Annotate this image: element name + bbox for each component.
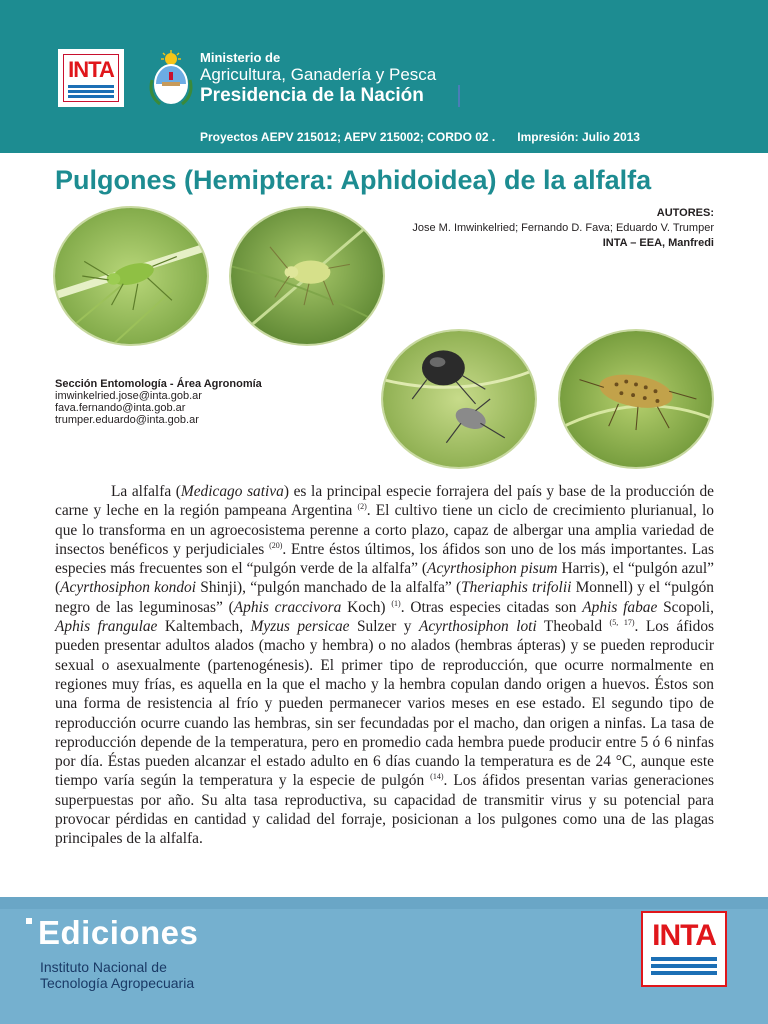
ediciones-title: [26, 914, 198, 952]
instituto-block: [40, 959, 194, 991]
seccion-contact-block: [55, 378, 262, 426]
autores-label: AUTORES:: [656, 207, 714, 219]
body-run: . Entre éstos últimos, los áfidos son uno de los más importantes. Las especies más frecuentes son el “pulgón verde de la alfalfa” (: [55, 540, 714, 578]
body-run: Theobald: [536, 618, 610, 636]
body-run: . Los áfidos presentan varias generaciones superpuestas por año. Su alta tasa reproductiva, su capacidad de transmitir virus y su potencial para provocar pérdidas en cantidad y calidad del forraje, posicionan a los pulgones como una de las plagas principales de la alfalfa.: [55, 772, 714, 848]
autores-institution: INTA – EEA, Manfredi: [602, 237, 714, 249]
autores-names: Jose M. Imwinkelried; Fernando D. Fava; Eduardo V. Trumper: [412, 222, 714, 234]
inta-logo-text: INTA: [68, 57, 114, 82]
ediciones-text: Ediciones: [38, 914, 199, 951]
argentina-coat-of-arms-icon: [148, 50, 194, 106]
proyectos-line: [200, 130, 640, 144]
inta-logo-stripes: [68, 85, 114, 99]
citation-ref: (20): [269, 540, 283, 550]
ministerio-divider: [458, 85, 460, 107]
photo-spotted-aphid: [558, 329, 714, 469]
bullet-square-icon: [26, 918, 32, 924]
instituto-line1: Instituto Nacional de: [40, 959, 167, 975]
autores-block: [412, 206, 714, 251]
species-myzus-persicae: Myzus persicae: [250, 618, 350, 636]
green-aphid-image: [55, 208, 207, 344]
ministerio-line1: Ministerio de: [200, 50, 281, 65]
page-title: Pulgones (Hemiptera: Aphidoidea) de la alfalfa: [55, 165, 652, 195]
citation-ref: (2): [357, 502, 367, 512]
body-run: Harris), el “pulgón azul” (: [55, 560, 714, 597]
species-acyrthosiphon-kondoi: Acyrthosiphon kondoi: [60, 579, 197, 597]
body-paragraph: [55, 482, 714, 849]
inta-logo-footer-text: INTA: [652, 919, 716, 952]
species-aphis-craccivora: Aphis craccivora: [233, 598, 342, 616]
citation-ref: (14): [430, 772, 444, 782]
footer-top-band: [0, 897, 768, 909]
ministerio-line3: Presidencia de la Nación: [200, 85, 424, 106]
inta-logo: [58, 49, 124, 107]
body-run: Monnell) y el “pulgón negro de las leguminosas” (: [55, 579, 714, 616]
citation-ref: (5, 17): [609, 618, 635, 628]
species-acyrthosiphon-loti: Acyrthosiphon loti: [418, 618, 537, 636]
email-trumper[interactable]: trumper.eduardo@inta.gob.ar: [55, 414, 199, 426]
inta-logo-frame: [63, 54, 119, 102]
photo-black-aphids: [381, 329, 537, 469]
black-aphid-image: [383, 331, 535, 467]
yellow-aphid-image: [231, 208, 383, 344]
inta-logo-footer-stripes: [651, 957, 717, 977]
body-run: La alfalfa (: [111, 483, 181, 500]
species-aphis-fabae: Aphis fabae: [582, 598, 658, 616]
body-text: [55, 482, 714, 849]
email-jose[interactable]: imwinkelried.jose@inta.gob.ar: [55, 390, 202, 402]
species-acyrthosiphon-pisum: Acyrthosiphon pisum: [427, 560, 558, 578]
body-run: . Los áfidos pueden presentar adultos alados (macho y hembra) o no alados (hembras ápteras) y se pueden reproducir sexual o asexualmente (partenogénesis). El primer tipo de reproducción, que ocurre normalmente en regiones muy frías, es aquella en la que el macho y la hembra copulan dando origen a huevos. Éstos son una forma de resistencia al frío y pueden permanecer varios meses en ese estado. El segundo tipo de reproducción ocurre cuando las hembras, sin ser fecundadas por el macho, dan origen a ninfas. La tasa de reproducción depende de la temperatura, pero en promedio cada hembra puede producir entre 5 ó 6 ninfas por día. Éstas pueden alcanzar el estado adulto en 6 días cuando la temperatura es de 24 °C, aunque este tiempo varía según la temperatura y la especie de pulgón: [55, 618, 715, 790]
body-run: Sulzer y: [349, 618, 419, 636]
species-medicago-sativa: Medicago sativa: [180, 483, 284, 500]
ministerio-block: [200, 50, 436, 107]
impresion-text: Impresión: Julio 2013: [517, 130, 640, 144]
ministerio-line2: Agricultura, Ganadería y Pesca: [200, 65, 437, 84]
header-band: [0, 0, 768, 153]
spotted-aphid-image: [560, 331, 712, 467]
species-theriaphis-trifolii: Theriaphis trifolii: [461, 579, 572, 597]
body-run: Kaltembach,: [157, 618, 251, 636]
body-run: Koch): [341, 598, 392, 616]
photo-yellow-green-aphid: [229, 206, 385, 346]
inta-logo-footer: [641, 911, 727, 987]
proyectos-text: Proyectos AEPV 215012; AEPV 215002; CORDO 02 .: [200, 130, 496, 144]
body-run: Scopoli,: [657, 598, 714, 616]
body-run: ) es la principal especie forrajera del país y base de la producción de carne y leche en la región pampeana Argentina: [55, 483, 714, 520]
body-run: Shinji), “pulgón manchado de la alfalfa” (: [196, 579, 462, 597]
instituto-line2: Tecnología Agropecuaria: [40, 975, 195, 991]
seccion-heading: Sección Entomología - Área Agronomía: [55, 378, 262, 390]
species-aphis-frangulae: Aphis frangulae: [55, 618, 158, 636]
photo-green-aphid-on-leaf: [53, 206, 209, 346]
body-run: . Otras especies citadas son: [400, 598, 583, 616]
email-fava[interactable]: fava.fernando@inta.gob.ar: [55, 402, 186, 414]
citation-ref: (1): [391, 598, 401, 608]
body-run: . El cultivo tiene un ciclo de crecimiento plurianual, lo que lo transforma en un agroecosistema perenne a corto plazo, capaz de albergar una amplia variedad de insectos benéficos y perjudiciales: [55, 502, 714, 558]
